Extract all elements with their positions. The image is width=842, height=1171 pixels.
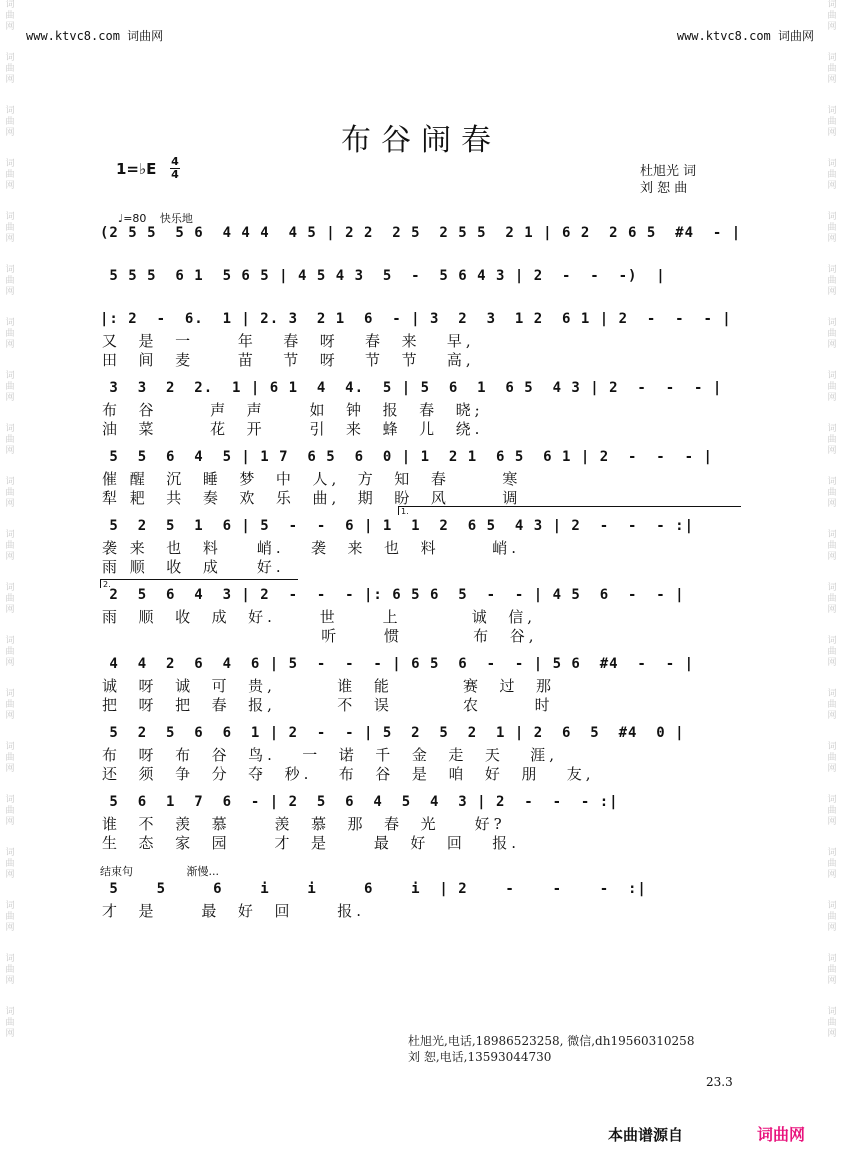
watermark-text: 词 曲 网 [5, 583, 15, 615]
watermark-text: 词 曲 网 [827, 53, 837, 85]
notation: 2 5 6 4 3 | 2 - - - |: 6 5 6 5 - - | 4 5 6 - - | [100, 587, 685, 603]
date: 23.3 [706, 1075, 733, 1089]
header-left-url: www.ktvc8.com 词曲网 [26, 29, 164, 43]
notation: (2 5 5 5 6 4 4 4 4 5 | 2 2 2 5 2 5 5 2 1 | 6 2 2 6 5 #4 - | [100, 225, 742, 241]
watermark-text: 词 曲 网 [827, 848, 837, 880]
watermark-text: 词 曲 网 [827, 795, 837, 827]
second-ending: 2. [100, 579, 298, 588]
composer: 刘 恕 曲 [640, 181, 688, 196]
watermark-text: 词 曲 网 [827, 1007, 837, 1039]
score-line [100, 225, 745, 246]
score-line [100, 507, 745, 577]
watermark-text: 词 曲 网 [5, 901, 15, 933]
notation: 5 5 6 i i 6 i | 2 - - - :| [100, 881, 647, 897]
watermark-text: 词 曲 网 [827, 477, 837, 509]
watermark-text: 词 曲 网 [827, 742, 837, 774]
contact-composer: 刘 恕,电话,13593044730 [408, 1050, 552, 1064]
watermark-text: 词 曲 网 [5, 795, 15, 827]
lyric-verse-1: 诚 呀 诚 可 贵, 谁 能 赛 过 那 [102, 677, 556, 695]
lyric-verse-2: 生 态 家 园 才 是 最 好 回 报. [102, 834, 520, 852]
watermark-text: 词 曲 网 [5, 636, 15, 668]
score-line [100, 656, 745, 715]
credits [640, 163, 696, 197]
score [100, 225, 745, 931]
watermark-text: 词 曲 网 [5, 1007, 15, 1039]
watermark-text: 词 曲 网 [827, 954, 837, 986]
watermark-text: 词 曲 网 [5, 106, 15, 138]
watermark-text: 词 曲 网 [827, 689, 837, 721]
score-line [100, 863, 745, 921]
lyric-verse-2: 油 菜 花 开 引 来 蜂 儿 绕. [102, 420, 484, 438]
watermark-text: 词 曲 网 [5, 424, 15, 456]
watermark-text: 词 曲 网 [827, 0, 837, 32]
lyric-verse-2: 田 间 麦 苗 节 呀 节 节 高, [102, 351, 475, 369]
notation: 3 3 2 2. 1 | 6 1 4 4. 5 | 5 6 1 6 5 4 3 | 2 - - - | [100, 380, 723, 396]
score-line [100, 311, 745, 370]
score-line [100, 268, 745, 289]
watermark-text: 词 曲 网 [5, 477, 15, 509]
watermark-text: 词 曲 网 [5, 954, 15, 986]
watermark-text: 词 曲 网 [827, 424, 837, 456]
watermark-text: 词 曲 网 [827, 901, 837, 933]
lyric-verse-2: 犁 耙 共 奏 欢 乐 曲, 期 盼 风 调 [102, 489, 522, 507]
notation: 4 4 2 6 4 6 | 5 - - - | 6 5 6 - - | 5 6 #4 - - | [100, 656, 695, 672]
lyric-verse-1: 才 是 最 好 回 报. [102, 902, 366, 920]
watermark-text: 词 曲 网 [5, 265, 15, 297]
tempo-mark: 快乐地 [159, 212, 193, 225]
lyric-verse-1: 谁 不 羡 慕 羡 慕 那 春 光 好? [102, 815, 506, 833]
watermark-text: 词 曲 网 [827, 583, 837, 615]
watermark-text: 词 曲 网 [827, 371, 837, 403]
contact-lyricist: 杜旭光,电话,18986523258, 微信,dh19560310258 [408, 1034, 695, 1048]
key-signature: 1=♭E [116, 160, 157, 178]
score-line [100, 580, 745, 646]
notation: 5 5 5 6 1 5 6 5 | 4 5 4 3 5 - 5 6 4 3 | 2 - - -) | [100, 268, 666, 284]
lyric-verse-1: 又 是 一 年 春 呀 春 来 早, [102, 332, 475, 350]
lyric-verse-2: 听 惯 布 谷, [102, 627, 538, 645]
contact-info [408, 1033, 694, 1065]
score-line [100, 380, 745, 439]
watermark-text: 词 曲 网 [827, 106, 837, 138]
watermark-text: 词 曲 网 [5, 371, 15, 403]
left-watermark [3, 0, 17, 1171]
tempo [118, 210, 193, 226]
watermark-text: 词 曲 网 [827, 318, 837, 350]
lyric-verse-2: 雨 顺 收 成 好. [102, 558, 285, 576]
watermark-text: 词 曲 网 [827, 265, 837, 297]
source-label: 本曲谱源自 [608, 1126, 684, 1144]
score-line [100, 794, 745, 853]
watermark-text: 词 曲 网 [5, 689, 15, 721]
watermark-text: 词 曲 网 [5, 159, 15, 191]
watermark-text: 词 曲 网 [827, 530, 837, 562]
lyric-verse-2: 还 须 争 分 夺 秒. 布 谷 是 咱 好 朋 友, [102, 765, 595, 783]
song-title: 布谷闹春 [341, 123, 501, 158]
watermark-text: 词 曲 网 [5, 318, 15, 350]
time-signature [170, 156, 180, 181]
lyric-verse-1: 布 谷 声 声 如 钟 报 春 晓; [102, 401, 484, 419]
brand-logo[interactable]: 词曲网 [757, 1125, 806, 1144]
lyric-verse-1: 催 醒 沉 睡 梦 中 人, 方 知 春 寒 [102, 470, 522, 488]
header-right-url: www.ktvc8.com 词曲网 [676, 29, 814, 43]
notation: 5 5 6 4 5 | 1 7 6 5 6 0 | 1 2 1 6 5 6 1 | 2 - - - | [100, 449, 713, 465]
watermark-text: 词 曲 网 [5, 530, 15, 562]
lyric-verse-1: 袭 来 也 料 峭. 袭 来 也 料 峭. [102, 539, 520, 557]
watermark-text: 词 曲 网 [827, 159, 837, 191]
watermark-text: 词 曲 网 [5, 742, 15, 774]
watermark-text: 词 曲 网 [5, 0, 15, 32]
coda-title: 结束句 [100, 865, 133, 878]
meter-top: 4 [171, 155, 179, 168]
watermark-text: 词 曲 网 [5, 848, 15, 880]
lyric-verse-2: 把 呀 把 春 报, 不 误 农 时 [102, 696, 554, 714]
notation: 5 2 5 6 6 1 | 2 - - | 5 2 5 2 1 | 2 6 5 #4 0 | [100, 725, 685, 741]
score-line [100, 449, 745, 508]
lyric-verse-1: 布 呀 布 谷 鸟. 一 诺 千 金 走 天 涯, [102, 746, 558, 764]
watermark-text: 词 曲 网 [827, 212, 837, 244]
notation: 5 6 1 7 6 - | 2 5 6 4 5 4 3 | 2 - - - :| [100, 794, 619, 810]
watermark-text: 词 曲 网 [5, 53, 15, 85]
meter-bottom: 4 [171, 168, 179, 181]
lyricist: 杜旭光 词 [640, 164, 697, 179]
score-line [100, 725, 745, 784]
coda-mark: 渐慢... [186, 865, 219, 878]
watermark-text: 词 曲 网 [5, 212, 15, 244]
notation: |: 2 - 6. 1 | 2. 3 2 1 6 - | 3 2 3 1 2 6 1 | 2 - - - | [100, 311, 732, 327]
watermark-text: 词 曲 网 [827, 636, 837, 668]
lyric-verse-1: 雨 顺 收 成 好. 世 上 诚 信, [102, 608, 537, 626]
right-watermark [825, 0, 839, 1171]
coda-label [100, 863, 745, 879]
notation: 5 2 5 1 6 | 5 - - 6 | 1 1 2 6 5 4 3 | 2 - - - :| [100, 518, 695, 534]
tempo-bpm: ♩=80 [118, 212, 147, 225]
first-ending: 1. [398, 506, 741, 515]
